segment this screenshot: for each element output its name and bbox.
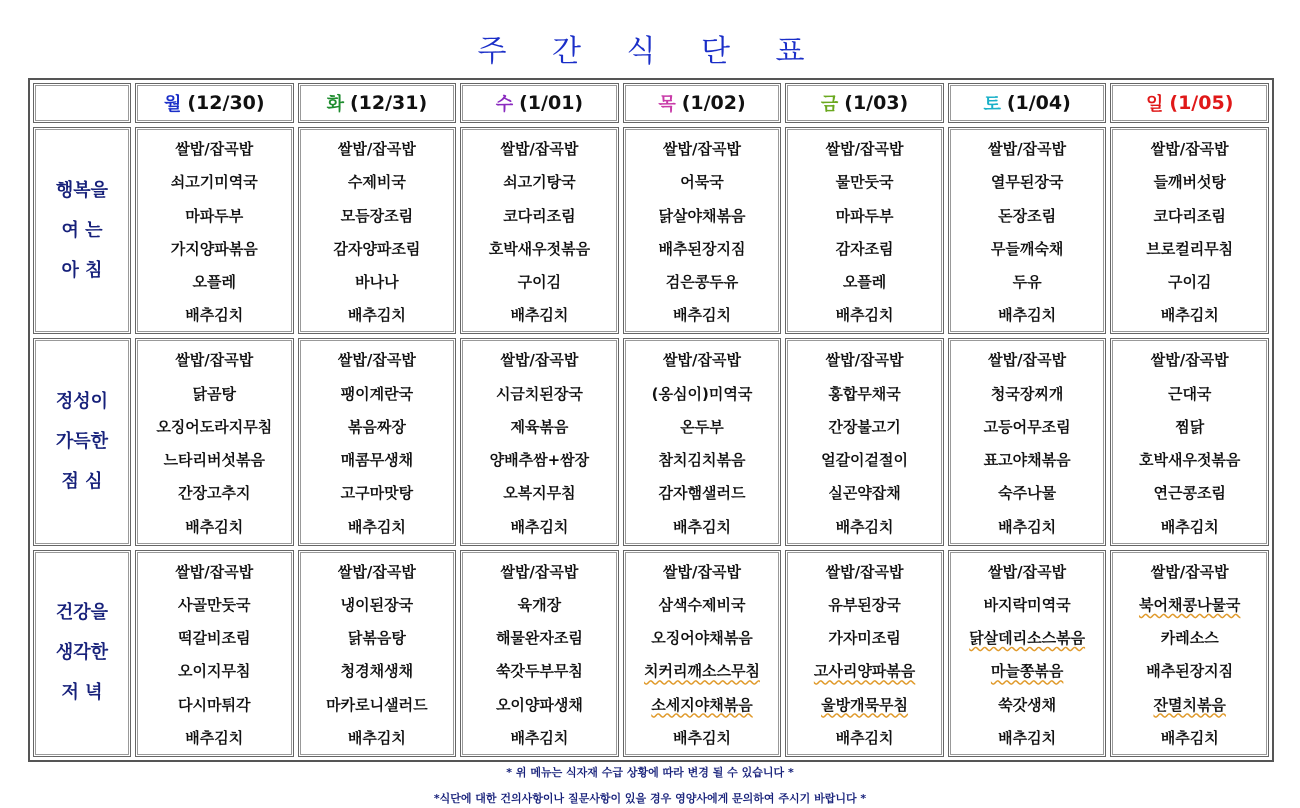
menu-item: 바나나 <box>355 272 399 291</box>
menu-item: 마카로니샐러드 <box>326 695 428 714</box>
menu-item: 배추김치 <box>1160 728 1219 747</box>
menu-item: 배추김치 <box>185 517 244 536</box>
menu-item: 홍합무채국 <box>828 384 901 403</box>
menu-item: 시금치된장국 <box>495 384 583 403</box>
menu-item: 양배추쌈+쌈장 <box>489 451 590 470</box>
menu-item: 온두부 <box>680 417 724 436</box>
menu-item: 육개장 <box>517 595 562 614</box>
menu-item: 청국장찌개 <box>990 384 1064 403</box>
menu-item: 쌀밥/잡곡밥 <box>500 562 579 581</box>
menu-item: 찜닭 <box>1175 417 1205 436</box>
menu-item: 쌀밥/잡곡밥 <box>988 140 1067 159</box>
day-header <box>298 83 457 123</box>
day-date: (12/31) <box>349 92 428 114</box>
menu-item: 브로컬리무침 <box>1146 239 1234 258</box>
menu-item: 쌀밥/잡곡밥 <box>663 562 741 581</box>
menu-item: 가지양파볶음 <box>170 239 258 258</box>
table-corner <box>33 83 131 123</box>
meal-label-line: 여 는 <box>61 219 103 241</box>
day-header <box>948 83 1107 123</box>
menu-item: 마늘쫑볶음 <box>990 662 1064 681</box>
menu-item: 닭곰탕 <box>192 384 237 403</box>
menu-item: 쌀밥/잡곡밥 <box>175 562 254 581</box>
menu-cell <box>948 550 1107 757</box>
note-menu-change: * 위 메뉴는 식자재 수급 상황에 따라 변경 될 수 있습니다 * <box>506 766 794 779</box>
menu-item: 배추김치 <box>510 306 569 325</box>
menu-item: 치커리깨소스무침 <box>644 662 760 681</box>
menu-item: 간장고추지 <box>178 484 251 503</box>
day-header <box>460 83 619 123</box>
menu-item: 닭볶음탕 <box>347 629 406 648</box>
day-header <box>1110 83 1269 123</box>
meal-label <box>33 127 131 334</box>
meal-label-line: 정성이 <box>55 390 109 412</box>
menu-item: 쌀밥/잡곡밥 <box>500 351 579 370</box>
day-label: 목 <box>658 94 676 115</box>
day-date: (1/04) <box>1006 92 1071 114</box>
menu-item: 닭살데리소스볶음 <box>969 629 1086 648</box>
menu-cell <box>460 338 619 545</box>
menu-item: 오복지무침 <box>503 484 576 503</box>
menu-item: 쌀밥/잡곡밥 <box>1150 140 1229 159</box>
menu-item: 떡갈비조림 <box>178 629 251 648</box>
menu-cell <box>1110 127 1269 334</box>
menu-item: 수제비국 <box>347 173 406 192</box>
menu-cell <box>298 550 457 757</box>
menu-item: 쑥갓두부무침 <box>495 662 583 681</box>
menu-cell <box>948 127 1107 334</box>
menu-item: 구이김 <box>517 272 562 291</box>
menu-item: 쇠고기미역국 <box>170 173 258 192</box>
menu-item: 쌀밥/잡곡밥 <box>175 351 254 370</box>
menu-item: 두유 <box>1012 272 1042 291</box>
menu-item: 청경채생채 <box>340 662 414 681</box>
menu-item: 가자미조림 <box>828 629 901 648</box>
menu-item: 배추김치 <box>1160 517 1219 536</box>
meal-label-line: 생각한 <box>55 642 109 664</box>
day-label: 화 <box>326 94 344 115</box>
page-title: 주 간 식 단 표 <box>477 34 823 69</box>
menu-item: 쌀밥/잡곡밥 <box>337 140 416 159</box>
meal-label-line: 점 심 <box>61 470 103 492</box>
menu-item: 바지락미역국 <box>983 595 1071 614</box>
menu-item: 코다리조림 <box>1153 206 1226 225</box>
menu-item: 감자조림 <box>835 239 894 258</box>
day-label: 토 <box>983 94 1001 115</box>
menu-item: 해물완자조림 <box>495 629 583 648</box>
menu-item: 배추김치 <box>347 306 406 325</box>
menu-item: 참치김치볶음 <box>658 451 746 470</box>
menu-item: 울방개묵무침 <box>821 695 909 714</box>
meal-label-line: 아 침 <box>61 259 103 281</box>
menu-item: 쇠고기탕국 <box>503 173 576 192</box>
day-header <box>785 83 944 123</box>
menu-item: 오플레 <box>842 272 887 291</box>
menu-item: 코다리조림 <box>503 206 576 225</box>
menu-cell <box>135 338 294 545</box>
menu-item: 쌀밥/잡곡밥 <box>825 562 904 581</box>
menu-cell <box>1110 338 1269 545</box>
menu-item: 마파두부 <box>185 206 244 225</box>
menu-item: 배추김치 <box>510 517 569 536</box>
menu-item: 소세지야채볶음 <box>651 695 753 714</box>
menu-item: 사골만둣국 <box>178 595 251 614</box>
menu-item: 쌀밥/잡곡밥 <box>663 140 741 159</box>
menu-item: 연근콩조림 <box>1153 484 1226 503</box>
menu-item: 오플레 <box>192 272 237 291</box>
menu-item: 숙주나물 <box>998 484 1057 503</box>
menu-item: 감자양파조림 <box>333 239 421 258</box>
menu-item: 쌀밥/잡곡밥 <box>175 140 254 159</box>
menu-item: 오징어도라지무침 <box>156 417 273 436</box>
menu-cell <box>135 127 294 334</box>
menu-item: 얼갈이겉절이 <box>821 451 909 470</box>
day-date: (1/02) <box>681 92 746 114</box>
menu-item: (옹심이)미역국 <box>651 384 753 403</box>
menu-cell <box>460 550 619 757</box>
menu-item: 쌀밥/잡곡밥 <box>825 351 904 370</box>
meal-label <box>33 338 131 545</box>
menu-item: 배추김치 <box>185 728 244 747</box>
menu-item: 배추김치 <box>347 728 406 747</box>
menu-table <box>28 78 1274 762</box>
note-contact: *식단에 대한 건의사항이나 질문사항이 있을 경우 영양사에게 문의하여 주시기 바랍니다 * <box>433 792 867 805</box>
menu-item: 쌀밥/잡곡밥 <box>1150 562 1229 581</box>
menu-cell <box>623 550 782 757</box>
menu-cell <box>1110 550 1269 757</box>
day-label: 수 <box>495 94 514 115</box>
menu-item: 오징어야채볶음 <box>651 629 753 648</box>
day-date: (1/01) <box>519 92 584 114</box>
menu-item: 배추김치 <box>835 728 894 747</box>
menu-item: 배추김치 <box>835 306 894 325</box>
menu-item: 검은콩두유 <box>665 272 739 291</box>
menu-item: 쌀밥/잡곡밥 <box>337 351 416 370</box>
menu-item: 배추김치 <box>347 517 406 536</box>
menu-item: 배추김치 <box>1160 306 1219 325</box>
menu-item: 고구마맛탕 <box>340 484 414 503</box>
menu-item: 유부된장국 <box>828 595 901 614</box>
day-header <box>135 83 294 123</box>
day-date: (12/30) <box>187 92 265 114</box>
meal-label-line: 저 녁 <box>61 682 103 704</box>
menu-item: 팽이계란국 <box>340 384 414 403</box>
menu-item: 마파두부 <box>835 206 894 225</box>
menu-item: 들깨버섯탕 <box>1153 173 1226 192</box>
menu-item: 쌀밥/잡곡밥 <box>825 140 904 159</box>
menu-item: 돈장조림 <box>998 206 1057 225</box>
menu-item: 배추김치 <box>998 306 1057 325</box>
menu-item: 배추김치 <box>673 728 731 747</box>
menu-item: 잔멸치볶음 <box>1153 695 1226 714</box>
menu-cell <box>623 127 782 334</box>
menu-item: 매콤무생채 <box>340 451 414 470</box>
menu-cell <box>785 127 944 334</box>
menu-item: 감자햄샐러드 <box>658 484 746 503</box>
menu-cell <box>460 127 619 334</box>
menu-item: 쑥갓생채 <box>998 695 1057 714</box>
meal-label <box>33 550 131 757</box>
menu-item: 배추김치 <box>998 728 1057 747</box>
meal-label-line: 건강을 <box>55 602 109 624</box>
menu-item: 삼색수제비국 <box>658 595 746 614</box>
menu-item: 배추김치 <box>673 517 731 536</box>
menu-item: 오이지무침 <box>178 662 251 681</box>
menu-item: 어묵국 <box>680 173 724 192</box>
menu-item: 배추김치 <box>185 306 244 325</box>
menu-item: 모듬장조림 <box>340 206 414 225</box>
menu-item: 느타리버섯볶음 <box>163 451 265 470</box>
meal-label-line: 행복을 <box>55 179 109 201</box>
menu-item: 볶음짜장 <box>347 417 406 436</box>
menu-item: 표고야채볶음 <box>983 451 1071 470</box>
menu-cell <box>623 338 782 545</box>
menu-item: 호박새우젓볶음 <box>1138 451 1241 470</box>
menu-item: 쌀밥/잡곡밥 <box>663 351 741 370</box>
menu-item: 실곤약잡채 <box>828 484 901 503</box>
meal-label-line: 가득한 <box>55 430 109 452</box>
menu-item: 오이양파생채 <box>495 695 583 714</box>
menu-item: 고등어무조림 <box>983 417 1071 436</box>
menu-item: 제육볶음 <box>510 417 569 436</box>
menu-cell <box>298 338 457 545</box>
menu-cell <box>785 550 944 757</box>
menu-cell <box>948 338 1107 545</box>
menu-item: 호박새우젓볶음 <box>488 239 591 258</box>
menu-item: 고사리양파볶음 <box>813 662 916 681</box>
menu-item: 물만둣국 <box>835 173 894 192</box>
menu-item: 열무된장국 <box>990 173 1064 192</box>
menu-item: 카레소스 <box>1160 629 1219 648</box>
menu-item: 쌀밥/잡곡밥 <box>988 562 1067 581</box>
day-label: 월 <box>163 94 182 115</box>
menu-item: 배추된장지짐 <box>658 239 746 258</box>
menu-item: 쌀밥/잡곡밥 <box>1150 351 1229 370</box>
menu-cell <box>298 127 457 334</box>
menu-cell <box>135 550 294 757</box>
menu-item: 배추김치 <box>835 517 894 536</box>
day-header <box>623 83 782 123</box>
menu-item: 쌀밥/잡곡밥 <box>337 562 416 581</box>
day-date: (1/03) <box>844 92 909 114</box>
menu-item: 쌀밥/잡곡밥 <box>988 351 1067 370</box>
menu-item: 무들깨숙채 <box>990 239 1064 258</box>
menu-item: 배추김치 <box>510 728 569 747</box>
menu-cell <box>785 338 944 545</box>
menu-item: 구이김 <box>1167 272 1212 291</box>
day-label: 금 <box>820 94 839 115</box>
menu-item: 배추김치 <box>998 517 1057 536</box>
menu-item: 배추된장지짐 <box>1146 662 1234 681</box>
menu-item: 배추김치 <box>673 306 731 325</box>
day-date: (1/05) <box>1169 92 1234 114</box>
menu-item: 근대국 <box>1167 384 1212 403</box>
menu-item: 다시마튀각 <box>178 695 251 714</box>
menu-item: 간장불고기 <box>828 417 901 436</box>
menu-item: 북어채콩나물국 <box>1138 595 1241 614</box>
menu-item: 냉이된장국 <box>340 595 414 614</box>
day-label: 일 <box>1146 94 1164 115</box>
menu-item: 쌀밥/잡곡밥 <box>500 140 579 159</box>
menu-item: 닭살야채볶음 <box>658 206 746 225</box>
